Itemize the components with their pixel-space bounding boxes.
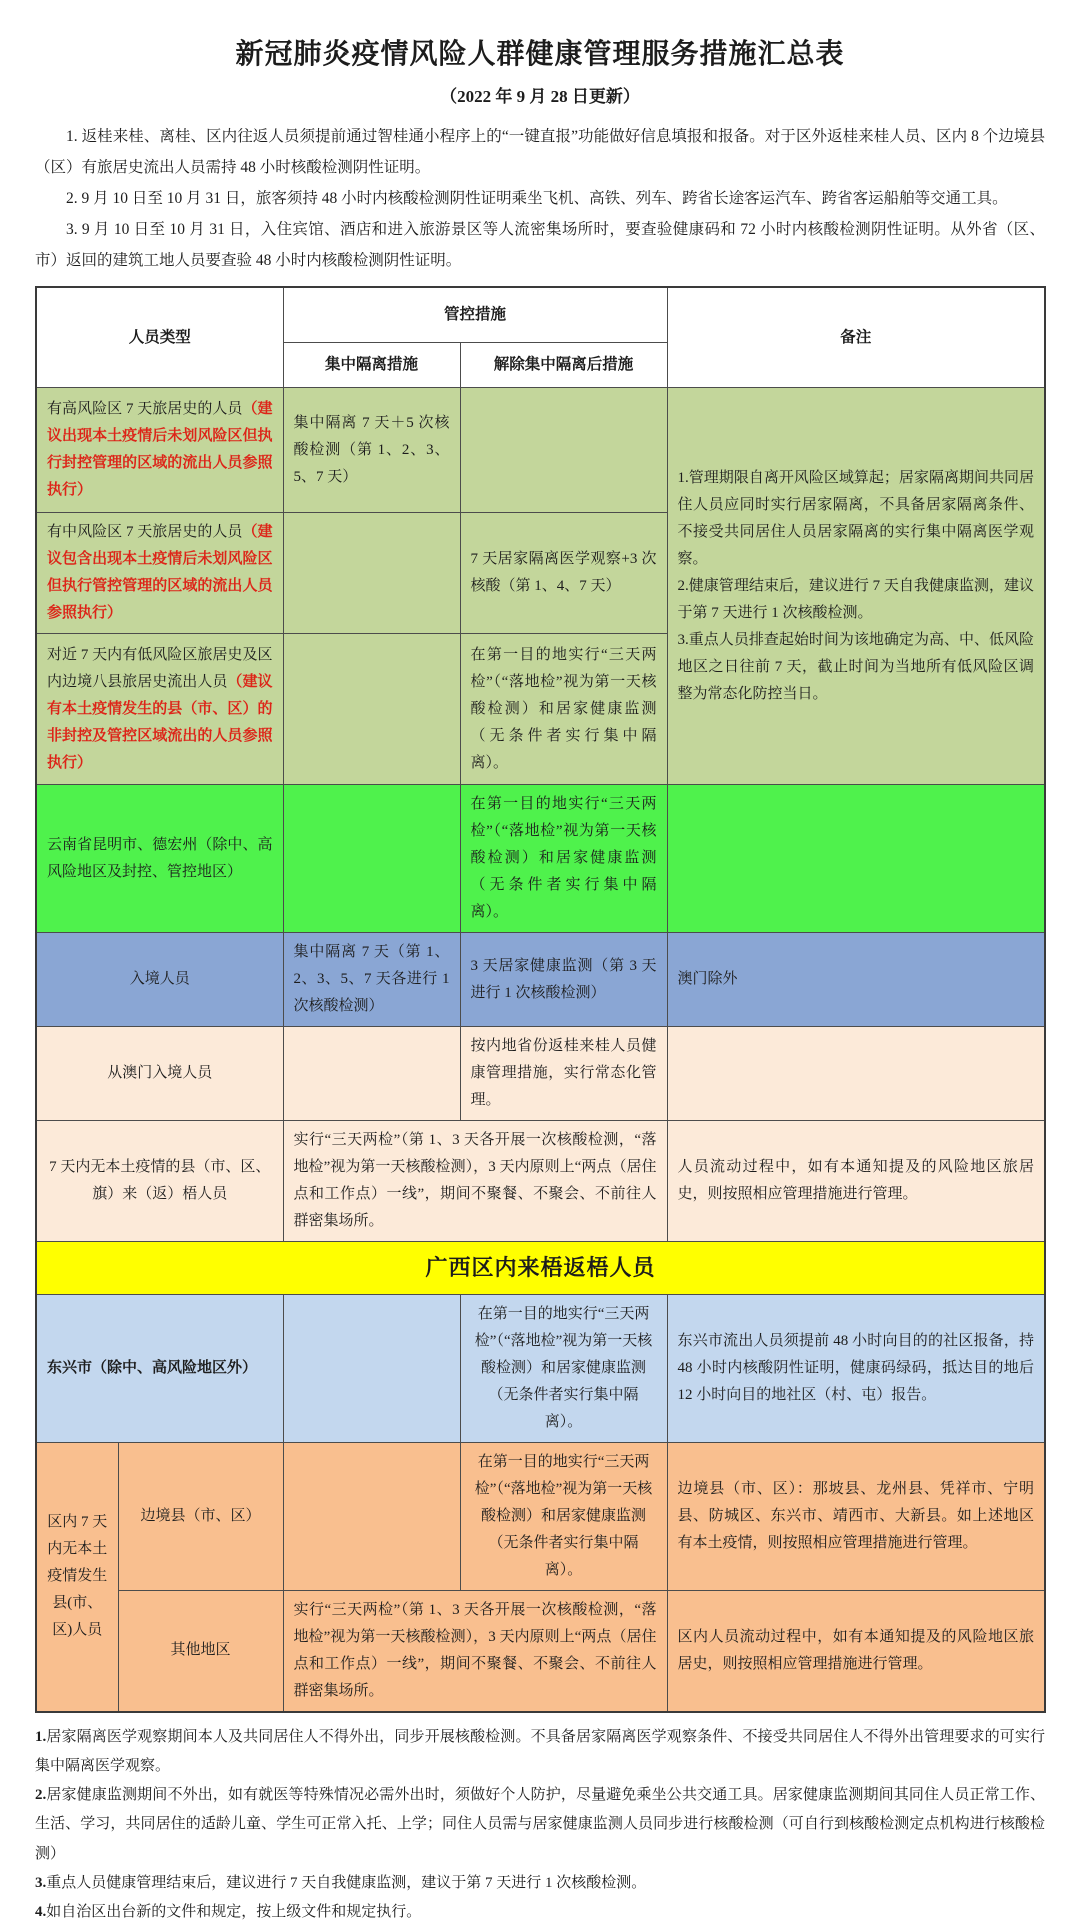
row-no-local-cases <box>36 1121 1045 1242</box>
footnote-text: 如自治区出台新的文件和规定，按上级文件和规定执行。 <box>46 1904 422 1921</box>
isolation-cell <box>283 1442 460 1590</box>
header-after-release: 解除集中隔离后措施 <box>460 343 667 388</box>
person-red-note: （建议有本土疫情发生的县（市、区）的非封控及管控区域流出的人员参照执行） <box>47 673 273 771</box>
row-high-risk <box>36 388 1045 513</box>
person-cell: 7 天内无本土疫情的县（市、区、旗）来（返）梧人员 <box>36 1121 283 1242</box>
footnotes-section <box>35 1723 1045 1927</box>
remark-item-1: 1.管理期限自离开风险区域算起；居家隔离期间共同居住人员应同时实行居家隔离，不具备居家隔离条件、不接受共同居住人员居家隔离的实行集中隔离医学观察。 <box>677 469 1035 567</box>
person-cell: 从澳门入境人员 <box>36 1027 283 1121</box>
after-release-cell: 在第一目的地实行“三天两检”（“落地检”视为第一天核酸检测）和居家健康监测（无条件者实行集中隔离）。 <box>460 1442 667 1590</box>
intro-section <box>35 121 1045 276</box>
remarks-cell: 区内人员流动过程中，如有本通知提及的风险地区旅居史，则按照相应管理措施进行管理。 <box>667 1590 1045 1712</box>
person-cell: 云南省昆明市、德宏州（除中、高风险地区及封控、管控地区） <box>36 785 283 933</box>
header-control-measures: 管控措施 <box>283 287 667 343</box>
after-release-cell: 7 天居家隔离医学观察+3 次核酸（第 1、4、7 天） <box>460 513 667 634</box>
footnote-text: 居家健康监测期间不外出，如有就医等特殊情况必需外出时，须做好个人防护，尽量避免乘坐公共交通工具。居家健康监测期间其同住人员正常工作、生活、学习，共同居住的适龄儿童、学生可正常入托、上学；同住人员需与居家健康监测人员同步进行核酸检测（可自行到核酸检测定点机构进行核酸检测） <box>35 1787 1045 1862</box>
footnote-number: 2. <box>35 1787 47 1804</box>
remarks-cell <box>667 785 1045 933</box>
footnote-3 <box>35 1869 1045 1898</box>
footnote-number: 4. <box>35 1904 47 1921</box>
remarks-cell: 澳门除外 <box>667 933 1045 1027</box>
remarks-cell: 人员流动过程中，如有本通知提及的风险地区旅居史，则按照相应管理措施进行管理。 <box>667 1121 1045 1242</box>
after-release-cell: 在第一目的地实行“三天两检”（“落地检”视为第一天核酸检测）和居家健康监测（无条件者实行集中隔离）。 <box>460 634 667 785</box>
row-dongxing <box>36 1294 1045 1442</box>
after-release-cell: 3 天居家健康监测（第 3 天进行 1 次核酸检测） <box>460 933 667 1027</box>
remark-item-2: 2.健康管理结束后，建议进行 7 天自我健康监测，建议于第 7 天进行 1 次核酸检测。 <box>677 577 1035 621</box>
table-header-row-1 <box>36 287 1045 343</box>
header-person-type: 人员类型 <box>36 287 283 388</box>
person-cell <box>36 388 283 513</box>
measure-cell: 实行“三天两检”（第 1、3 天各开展一次核酸检测，“落地检”视为第一天核酸检测），3 天内原则上“两点（居住点和工作点）一线”，期间不聚餐、不聚会、不前往人群密集场所。 <box>283 1590 667 1712</box>
person-cell: 东兴市（除中、高风险地区外） <box>36 1294 283 1442</box>
page-title: 新冠肺炎疫情风险人群健康管理服务措施汇总表 <box>235 39 845 70</box>
isolation-cell <box>283 785 460 933</box>
region-group-label: 区内 7 天内无本土疫情发生县(市、区)人员 <box>36 1442 118 1712</box>
person-red-note: （建议包含出现本土疫情后未划风险区但执行管控管理的区域的流出人员参照执行） <box>47 524 273 621</box>
person-text: 对近 7 天内有低风险区旅居史及区内边境八县旅居史流出人员 <box>47 646 273 690</box>
document-page <box>35 0 1045 1927</box>
person-text: 有高风险区 7 天旅居史的人员 <box>47 401 243 417</box>
footnote-4 <box>35 1898 1045 1927</box>
person-cell: 边境县（市、区） <box>118 1442 283 1590</box>
footnote-text: 居家隔离医学观察期间本人及共同居住人不得外出，同步开展核酸检测。不具备居家隔离医学观察条件、不接受共同居住人不得外出管理要求的可实行集中隔离医学观察。 <box>35 1728 1045 1774</box>
footnote-number: 1. <box>35 1728 47 1745</box>
person-cell: 入境人员 <box>36 933 283 1027</box>
intro-paragraph-3: 3. 9 月 10 日至 10 月 31 日，入住宾馆、酒店和进入旅游景区等人流密集场所时，要查验健康码和 72 小时内核酸检测阴性证明。从外省（区、市）返回的建筑工地人员要查验 48 小时内核酸检测阴性证明。 <box>35 221 1045 269</box>
measure-cell: 实行“三天两检”（第 1、3 天各开展一次核酸检测，“落地检”视为第一天核酸检测），3 天内原则上“两点（居住点和工作点）一线”，期间不聚餐、不聚会、不前往人群密集场所。 <box>283 1121 667 1242</box>
isolation-cell: 集中隔离 7 天（第 1、2、3、5、7 天各进行 1 次核酸检测） <box>283 933 460 1027</box>
person-cell <box>36 513 283 634</box>
footnote-text: 重点人员健康管理结束后，建议进行 7 天自我健康监测，建议于第 7 天进行 1 次核酸检测。 <box>46 1874 647 1891</box>
row-section-banner <box>36 1242 1045 1295</box>
intro-paragraph-1: 1. 返桂来桂、离桂、区内往返人员须提前通过智桂通小程序上的“一键直报”功能做好信息填报和报备。对于区外返桂来桂人员、区内 8 个边境县（区）有旅居史流出人员需持 48 小时核酸检测阴性证明。 <box>35 128 1045 176</box>
header-centralized-isolation: 集中隔离措施 <box>283 343 460 388</box>
after-release-cell: 在第一目的地实行“三天两检”（“落地检”视为第一天核酸检测）和居家健康监测（无条件者实行集中隔离）。 <box>460 1294 667 1442</box>
page-subtitle: （2022 年 9 月 28 日更新） <box>440 87 640 106</box>
after-release-cell <box>460 388 667 513</box>
remarks-cell: 东兴市流出人员须提前 48 小时向目的的社区报备，持 48 小时内核酸阴性证明，健康码绿码，抵达目的地后 12 小时向目的地社区（村、屯）报告。 <box>667 1294 1045 1442</box>
footnote-2 <box>35 1781 1045 1869</box>
isolation-cell <box>283 634 460 785</box>
footnote-number: 3. <box>35 1874 47 1891</box>
person-text: 有中风险区 7 天旅居史的人员 <box>47 524 243 540</box>
footnote-1 <box>35 1723 1045 1782</box>
summary-table <box>35 286 1046 1713</box>
after-release-cell: 在第一目的地实行“三天两检”（“落地检”视为第一天核酸检测）和居家健康监测（无条件者实行集中隔离）。 <box>460 785 667 933</box>
row-other-area <box>36 1590 1045 1712</box>
isolation-cell: 集中隔离 7 天＋5 次核酸检测（第 1、2、3、5、7 天） <box>283 388 460 513</box>
isolation-cell <box>283 1027 460 1121</box>
row-inbound <box>36 933 1045 1027</box>
after-release-cell: 按内地省份返桂来桂人员健康管理措施，实行常态化管理。 <box>460 1027 667 1121</box>
person-cell <box>36 634 283 785</box>
remarks-cell-risk-rows <box>667 388 1045 785</box>
section-banner: 广西区内来梧返梧人员 <box>36 1242 1045 1295</box>
intro-paragraph-2: 2. 9 月 10 日至 10 月 31 日，旅客须持 48 小时内核酸检测阴性证明乘坐飞机、高铁、列车、跨省长途客运汽车、跨省客运船舶等交通工具。 <box>66 190 1008 207</box>
header-remarks: 备注 <box>667 287 1045 388</box>
row-border-county <box>36 1442 1045 1590</box>
isolation-cell <box>283 513 460 634</box>
remarks-cell <box>667 1027 1045 1121</box>
row-macau <box>36 1027 1045 1121</box>
remarks-cell: 边境县（市、区）：那坡县、龙州县、凭祥市、宁明县、防城区、东兴市、靖西市、大新县。如上述地区有本土疫情，则按照相应管理措施进行管理。 <box>667 1442 1045 1590</box>
person-red-note: （建议出现本土疫情后未划风险区但执行封控管理的区域的流出人员参照执行） <box>47 401 273 498</box>
isolation-cell <box>283 1294 460 1442</box>
person-cell: 其他地区 <box>118 1590 283 1712</box>
row-yunnan <box>36 785 1045 933</box>
remark-item-3: 3.重点人员排查起始时间为该地确定为高、中、低风险地区之日往前 7 天，截止时间为当地所有低风险区调整为常态化防控当日。 <box>677 631 1035 702</box>
